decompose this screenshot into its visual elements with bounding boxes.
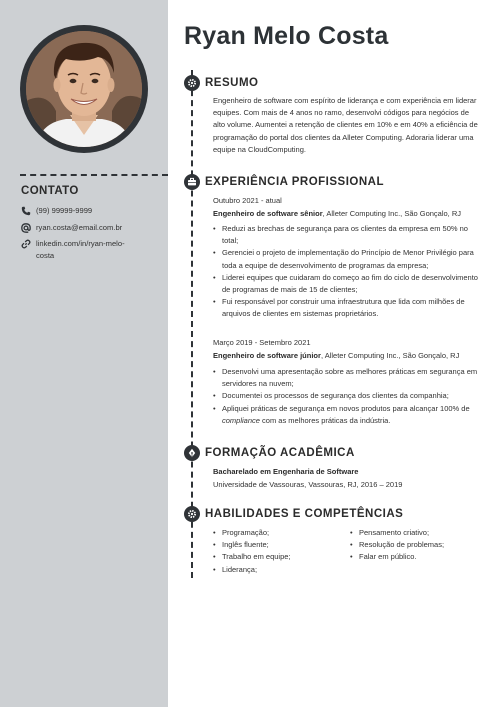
at-sign-icon	[21, 223, 31, 233]
skills-list-right	[350, 527, 500, 564]
job-period: Março 2019 - Setembro 2021	[213, 338, 311, 347]
contact-email	[21, 222, 128, 234]
list-item: • Reduzi as brechas de segurança para os clientes da empresa em 50% no total;	[213, 223, 483, 247]
job-company: , Alleter Computing Inc., São Gonçalo, RJ	[320, 351, 460, 360]
education-school: Universidade de Vassouras, Vassouras, RJ, 2016 – 2019	[213, 480, 403, 489]
list-item	[213, 403, 483, 427]
skills-heading: HABILIDADES E COMPETÊNCIAS	[205, 508, 404, 520]
experience-heading: EXPERIÊNCIA PROFISSIONAL	[205, 176, 384, 188]
education-heading: FORMAÇÃO ACADÊMICA	[205, 447, 355, 459]
list-item: • Documentei os processos de segurança dos clientes da companhia;	[213, 390, 483, 402]
list-item: • Falar em público.	[350, 551, 500, 563]
gear-icon	[184, 75, 200, 91]
job-role: Engenheiro de software sênior	[213, 209, 323, 218]
job-company: , Alleter Computing Inc., São Gonçalo, RJ	[322, 209, 462, 218]
link-icon	[21, 239, 31, 249]
list-item: • Pensamento criativo;	[350, 527, 500, 539]
job-bullets	[213, 223, 483, 321]
contact-linkedin	[21, 238, 128, 261]
list-item-text: com as melhores práticas da indústria.	[259, 415, 391, 425]
list-item: • Liderança;	[213, 564, 483, 576]
list-item: • Liderei equipes que cuidaram do começo ao fim do ciclo de desenvolvimento de programas de mais de 15 de clientes;	[213, 272, 483, 296]
job-bullets	[213, 366, 483, 427]
summary-text: Engenheiro de software com espírito de liderança e com experiência em liderar equipes. Com mais de 4 anos no ramo, desenvolvi códigos para negócios de alto volume. Aumentei a retenção de clientes em 10% e em 40% a eficiência de programação do portal dos clientes da Alleter Computing. Adoraria liderar uma equipe na CloudComputing.	[213, 96, 478, 154]
job-role: Engenheiro de software júnior	[213, 351, 321, 360]
list-item: • Inglês fluente;	[213, 539, 483, 551]
degree-name: Bacharelado em Engenharia de Software	[213, 467, 359, 476]
list-item: • Programação;	[213, 527, 483, 539]
gear-icon	[184, 506, 200, 522]
pen-nib-icon	[184, 445, 200, 461]
summary-heading: RESUMO	[205, 77, 259, 89]
job-title-line	[213, 208, 483, 219]
list-item: • Gerenciei o projeto de implementação do Princípio de Menor Privilégio para toda a equipe de desenvolvimento de programas da empresa;	[213, 247, 483, 271]
job-period: Outubro 2021 - atual	[213, 196, 282, 205]
contact-phone	[21, 205, 128, 217]
sidebar-divider	[20, 174, 168, 176]
email-address[interactable]: ryan.costa@email.com.br	[36, 223, 123, 232]
linkedin-url[interactable]: linkedin.com/in/ryan-melo-costa	[36, 239, 125, 260]
candidate-name: Ryan Melo Costa	[184, 22, 389, 50]
education-degree	[213, 466, 483, 477]
phone-icon	[21, 206, 31, 216]
profile-photo	[26, 31, 142, 147]
list-item: • Resolução de problemas;	[350, 539, 500, 551]
list-item: • Desenvolvi uma apresentação sobre as melhores práticas em segurança em servidores na nuvem;	[213, 366, 483, 390]
timeline-line	[191, 70, 193, 578]
phone-number[interactable]: (99) 99999-9999	[36, 206, 93, 215]
contact-heading: CONTATO	[21, 185, 79, 197]
job-title-line	[213, 350, 483, 361]
profile-photo-frame	[20, 25, 148, 153]
list-item-text: Apliquei práticas de segurança em novos produtos para alcançar 100% de	[222, 403, 470, 413]
list-item: • Trabalho em equipe;	[213, 551, 483, 563]
list-item: • Fui responsável por construir uma infraestrutura que lida com milhões de arquivos de clientes em sistemas proprietários.	[213, 296, 483, 320]
briefcase-icon	[184, 174, 200, 190]
emphasis-text: compliance	[222, 415, 260, 425]
